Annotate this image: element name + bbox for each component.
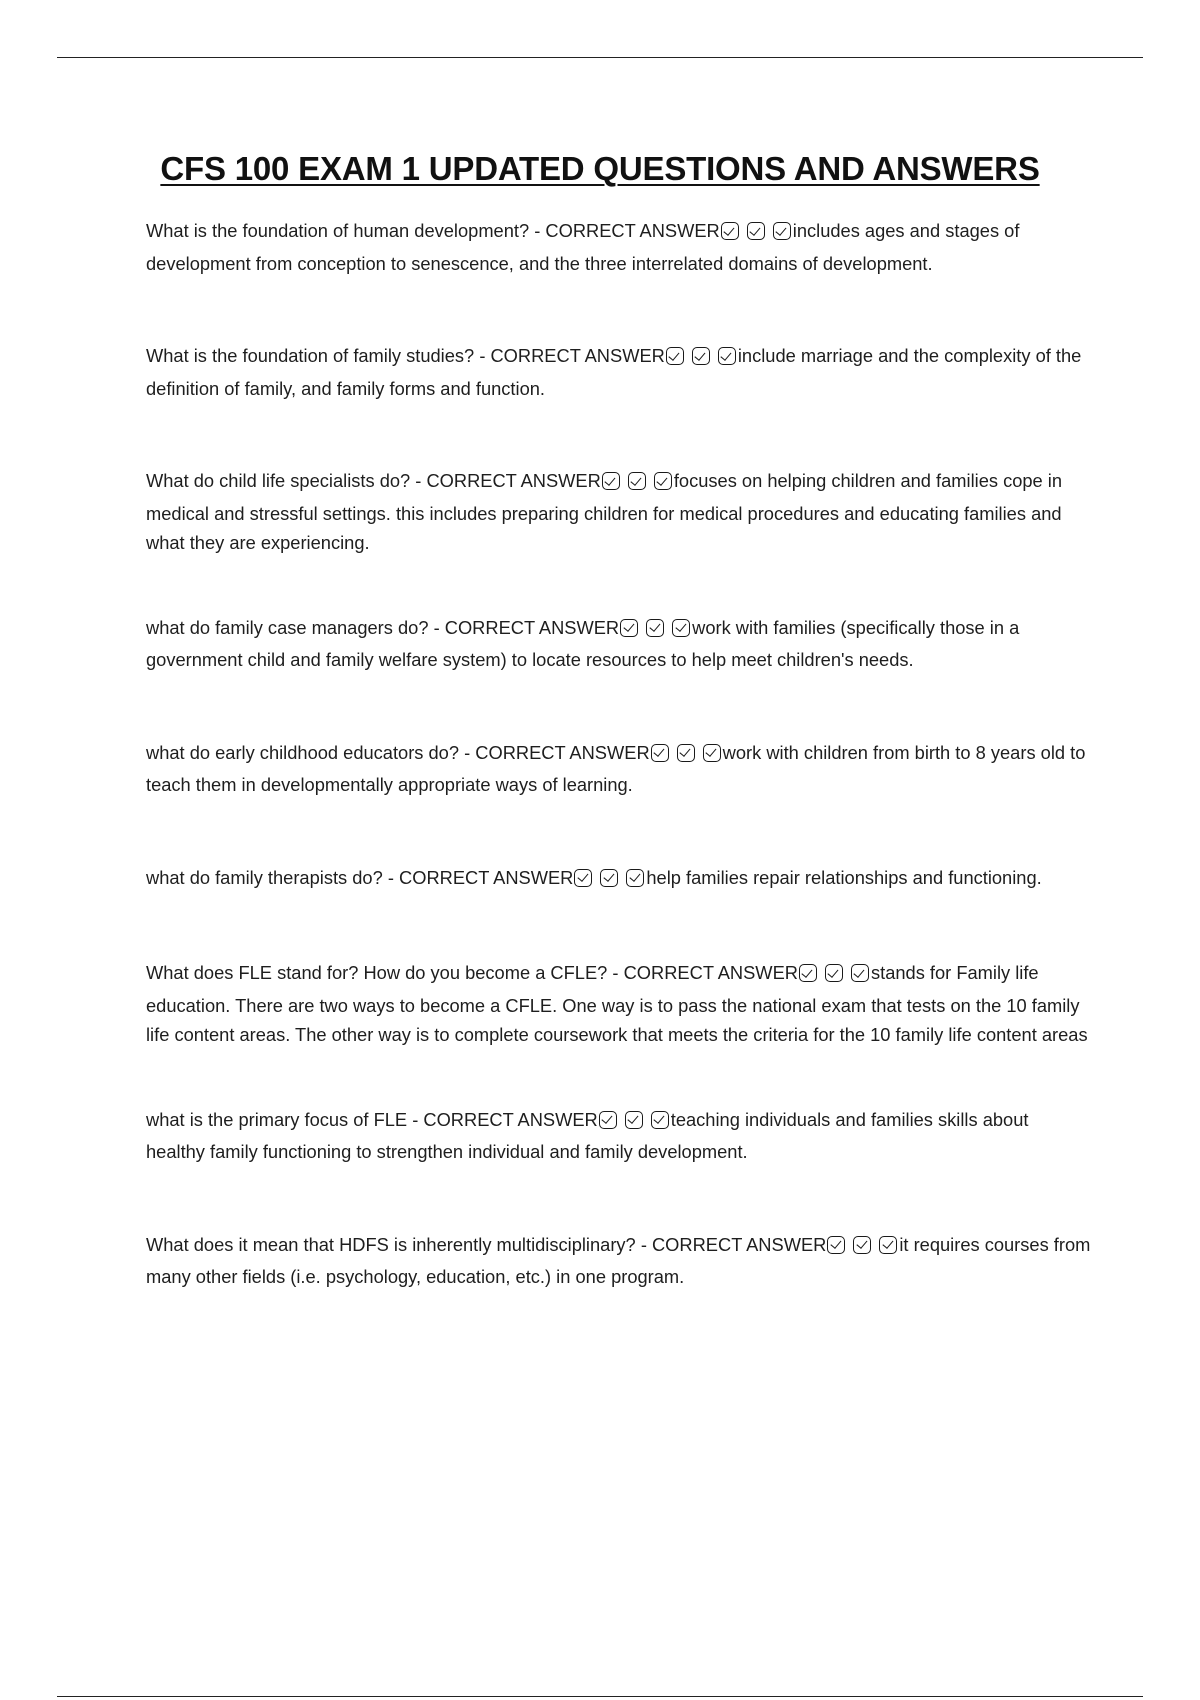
separator: - (635, 1233, 652, 1255)
separator: - (410, 470, 427, 491)
qa-item (146, 1230, 1092, 1292)
answer-text: includes ages and stages of development from conception to senescence, and the three interrelated domains of development. (146, 220, 1020, 274)
checkmarks (620, 616, 691, 646)
checkbox-check-icon (827, 1236, 845, 1254)
checkbox-check-icon (825, 964, 843, 982)
qa-item (146, 1105, 1092, 1167)
question-text: What is the foundation of family studies? (146, 345, 475, 366)
checkbox-check-icon (599, 1111, 617, 1129)
qa-item (146, 738, 1092, 800)
checkmarks (574, 866, 645, 896)
checkbox-check-icon (626, 869, 644, 887)
question-text: What does FLE stand for? How do you become a CFLE? (146, 962, 608, 983)
checkbox-check-icon (718, 347, 736, 365)
qa-item (146, 863, 1092, 896)
separator: - (459, 741, 476, 763)
separator: - (474, 345, 491, 366)
checkbox-check-icon (651, 744, 669, 762)
answer-label: CORRECT ANSWER (426, 470, 601, 491)
page-title: CFS 100 EXAM 1 UPDATED QUESTIONS AND ANSWERS (160, 150, 1040, 187)
answer-label: CORRECT ANSWER (423, 1108, 598, 1130)
checkbox-check-icon (602, 472, 620, 490)
answer-text: it requires courses from many other fields (i.e. psychology, education, etc.) in one program. (146, 1233, 1091, 1287)
qa-item (146, 216, 1092, 278)
answer-label: CORRECT ANSWER (623, 962, 798, 983)
checkbox-check-icon (799, 964, 817, 982)
checkbox-check-icon (747, 222, 765, 240)
checkbox-check-icon (879, 1236, 897, 1254)
answer-label: CORRECT ANSWER (545, 220, 720, 241)
checkbox-check-icon (646, 619, 664, 637)
question-text: what do family case managers do? (146, 616, 429, 638)
answer-text: stands for Family life education. There are two ways to become a CFLE. One way is to pass the national exam that tests on the 10 family life content areas. The other way is to complete coursework that meets the criteria for the 10 family life content areas (146, 962, 1088, 1045)
checkbox-check-icon (773, 222, 791, 240)
answer-text: teaching individuals and families skills about healthy family functioning to strengthen individual and family development. (146, 1108, 1029, 1162)
checkbox-check-icon (654, 472, 672, 490)
checkbox-check-icon (651, 1111, 669, 1129)
checkbox-check-icon (574, 869, 592, 887)
answer-text: work with families (specifically those in a government child and family welfare system) to locate resources to help meet children's needs. (146, 616, 1020, 670)
qa-item (146, 958, 1092, 1050)
answer-text: focuses on helping children and families cope in medical and stressful settings. this includes preparing children for medical procedures and educating families and what they are experiencing. (146, 470, 1063, 553)
separator: - (428, 616, 445, 638)
checkbox-check-icon (666, 347, 684, 365)
checkbox-check-icon (692, 347, 710, 365)
answer-label: CORRECT ANSWER (399, 866, 574, 888)
qa-item (146, 466, 1092, 558)
checkbox-check-icon (628, 472, 646, 490)
checkmarks (799, 961, 870, 991)
checkmarks (666, 344, 737, 374)
separator: - (529, 220, 546, 241)
answer-label: CORRECT ANSWER (490, 345, 665, 366)
checkbox-check-icon (851, 964, 869, 982)
separator: - (607, 962, 624, 983)
question-text: what do early childhood educators do? (146, 741, 460, 763)
question-text: What is the foundation of human development? (146, 220, 530, 241)
checkbox-check-icon (853, 1236, 871, 1254)
checkmarks (651, 741, 722, 771)
checkmarks (599, 1108, 670, 1138)
checkbox-check-icon (620, 619, 638, 637)
question-text: what is the primary focus of FLE (146, 1108, 408, 1130)
answer-label: CORRECT ANSWER (651, 1233, 827, 1255)
checkbox-check-icon (600, 869, 618, 887)
answer-label: CORRECT ANSWER (475, 741, 650, 763)
qa-item (146, 341, 1092, 403)
checkbox-check-icon (721, 222, 739, 240)
checkbox-check-icon (625, 1111, 643, 1129)
checkbox-check-icon (672, 619, 690, 637)
answer-text: include marriage and the complexity of the definition of family, and family forms and function. (146, 345, 1082, 399)
bottom-rule (57, 1696, 1143, 1697)
answer-text: work with children from birth to 8 years old to teach them in developmentally appropriate ways of learning. (146, 741, 1086, 795)
answer-label: CORRECT ANSWER (444, 616, 620, 638)
checkmarks (602, 469, 673, 499)
qa-list (146, 216, 1092, 1292)
qa-item (146, 613, 1092, 675)
checkbox-check-icon (703, 744, 721, 762)
checkbox-check-icon (677, 744, 695, 762)
separator: - (407, 1108, 424, 1130)
answer-text: help families repair relationships and functioning. (646, 866, 1042, 888)
question-text: What does it mean that HDFS is inherently multidisciplinary? (146, 1233, 636, 1255)
question-text: What do child life specialists do? (146, 470, 411, 491)
separator: - (382, 866, 400, 888)
checkmarks (827, 1233, 898, 1263)
question-text: what do family therapists do? (146, 866, 383, 888)
checkmarks (721, 219, 792, 249)
top-rule (57, 57, 1143, 58)
